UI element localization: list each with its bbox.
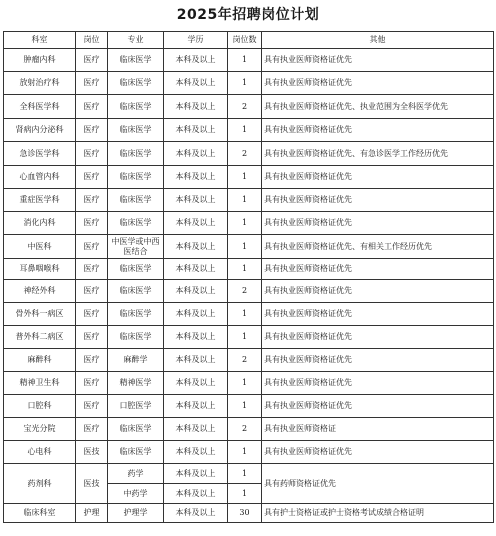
table-row — [4, 418, 494, 441]
table-row — [4, 326, 494, 349]
cell-post: 医疗 — [76, 142, 108, 166]
table-row — [4, 303, 494, 326]
cell-count: 1 — [228, 441, 262, 464]
cell-post: 医疗 — [76, 212, 108, 235]
cell-dept: 心电科 — [4, 441, 76, 464]
cell-major: 临床医学 — [108, 119, 164, 142]
cell-major: 临床医学 — [108, 212, 164, 235]
cell-post: 医疗 — [76, 395, 108, 418]
cell-edu: 本科及以上 — [164, 95, 228, 119]
cell-edu: 本科及以上 — [164, 49, 228, 72]
cell-count: 1 — [228, 166, 262, 189]
table-row — [4, 235, 494, 259]
cell-other: 具有药师资格证优先 — [262, 464, 494, 504]
cell-edu: 本科及以上 — [164, 259, 228, 280]
cell-major: 临床医学 — [108, 166, 164, 189]
table-row — [4, 441, 494, 464]
cell-major: 临床医学 — [108, 72, 164, 95]
header-dept: 科室 — [4, 32, 76, 49]
cell-dept: 全科医学科 — [4, 95, 76, 119]
table-row — [4, 464, 494, 484]
cell-other: 具有执业医师资格证优先 — [262, 349, 494, 372]
cell-dept: 药剂科 — [4, 464, 76, 504]
cell-edu: 本科及以上 — [164, 189, 228, 212]
cell-other: 具有执业医师资格证优先 — [262, 326, 494, 349]
cell-other: 具有执业医师资格证优先 — [262, 303, 494, 326]
cell-dept: 放射治疗科 — [4, 72, 76, 95]
cell-other: 具有执业医师资格证优先、有急诊医学工作经历优先 — [262, 142, 494, 166]
cell-dept: 临床科室 — [4, 504, 76, 523]
cell-post: 医疗 — [76, 280, 108, 303]
cell-post: 医疗 — [76, 166, 108, 189]
table-row — [4, 504, 494, 523]
cell-post: 医技 — [76, 441, 108, 464]
cell-edu: 本科及以上 — [164, 235, 228, 259]
cell-other: 具有执业医师资格证优先 — [262, 119, 494, 142]
header-other: 其他 — [262, 32, 494, 49]
cell-dept: 急诊医学科 — [4, 142, 76, 166]
cell-post: 医疗 — [76, 119, 108, 142]
cell-post: 医疗 — [76, 303, 108, 326]
cell-count: 2 — [228, 280, 262, 303]
table-row — [4, 395, 494, 418]
cell-edu: 本科及以上 — [164, 349, 228, 372]
cell-major: 护理学 — [108, 504, 164, 523]
recruitment-table — [3, 31, 494, 523]
cell-count: 2 — [228, 418, 262, 441]
header-post: 岗位 — [76, 32, 108, 49]
cell-post: 护理 — [76, 504, 108, 523]
cell-other: 具有执业医师资格证优先、执业范围为全科医学优先 — [262, 95, 494, 119]
cell-edu: 本科及以上 — [164, 326, 228, 349]
table-row — [4, 349, 494, 372]
cell-edu: 本科及以上 — [164, 464, 228, 484]
cell-major: 临床医学 — [108, 95, 164, 119]
cell-count: 1 — [228, 119, 262, 142]
cell-count: 1 — [228, 326, 262, 349]
cell-count: 1 — [228, 235, 262, 259]
cell-dept: 骨外科一病区 — [4, 303, 76, 326]
cell-count: 1 — [228, 372, 262, 395]
cell-count: 1 — [228, 189, 262, 212]
cell-dept: 耳鼻咽喉科 — [4, 259, 76, 280]
cell-post: 医疗 — [76, 418, 108, 441]
cell-post: 医疗 — [76, 372, 108, 395]
cell-post: 医疗 — [76, 189, 108, 212]
table-header-row — [4, 32, 494, 49]
cell-other: 具有执业医师资格证优先 — [262, 212, 494, 235]
table-row — [4, 142, 494, 166]
cell-edu: 本科及以上 — [164, 372, 228, 395]
cell-post: 医疗 — [76, 95, 108, 119]
cell-count: 1 — [228, 259, 262, 280]
table-row — [4, 166, 494, 189]
cell-other: 具有执业医师资格证优先 — [262, 189, 494, 212]
cell-edu: 本科及以上 — [164, 441, 228, 464]
cell-major: 临床医学 — [108, 326, 164, 349]
cell-edu: 本科及以上 — [164, 504, 228, 523]
cell-edu: 本科及以上 — [164, 212, 228, 235]
cell-major: 临床医学 — [108, 49, 164, 72]
cell-edu: 本科及以上 — [164, 418, 228, 441]
cell-other: 具有执业医师资格证优先 — [262, 72, 494, 95]
cell-dept: 宝光分院 — [4, 418, 76, 441]
cell-post: 医疗 — [76, 72, 108, 95]
cell-count: 1 — [228, 484, 262, 504]
table-row — [4, 95, 494, 119]
cell-count: 2 — [228, 349, 262, 372]
cell-major: 临床医学 — [108, 189, 164, 212]
cell-major: 精神医学 — [108, 372, 164, 395]
cell-post: 医疗 — [76, 235, 108, 259]
cell-major: 临床医学 — [108, 259, 164, 280]
cell-dept: 普外科二病区 — [4, 326, 76, 349]
cell-other: 具有执业医师资格证优先 — [262, 280, 494, 303]
cell-dept: 消化内科 — [4, 212, 76, 235]
cell-other: 具有执业医师资格证优先 — [262, 372, 494, 395]
cell-major: 麻醉学 — [108, 349, 164, 372]
cell-other: 具有执业医师资格证优先、有相关工作经历优先 — [262, 235, 494, 259]
header-major: 专业 — [108, 32, 164, 49]
cell-post: 医疗 — [76, 259, 108, 280]
cell-dept: 麻醉科 — [4, 349, 76, 372]
cell-other: 具有执业医师资格证优先 — [262, 166, 494, 189]
header-edu: 学历 — [164, 32, 228, 49]
cell-edu: 本科及以上 — [164, 72, 228, 95]
cell-post: 医疗 — [76, 49, 108, 72]
cell-major: 临床医学 — [108, 280, 164, 303]
cell-dept: 中医科 — [4, 235, 76, 259]
cell-dept: 精神卫生科 — [4, 372, 76, 395]
cell-edu: 本科及以上 — [164, 119, 228, 142]
table-row — [4, 372, 494, 395]
cell-dept: 口腔科 — [4, 395, 76, 418]
cell-count: 1 — [228, 395, 262, 418]
table-row — [4, 72, 494, 95]
cell-count: 2 — [228, 142, 262, 166]
cell-other: 具有执业医师资格证优先 — [262, 441, 494, 464]
cell-post: 医疗 — [76, 349, 108, 372]
cell-other: 具有执业医师资格证优先 — [262, 395, 494, 418]
cell-count: 1 — [228, 212, 262, 235]
cell-count: 1 — [228, 72, 262, 95]
table-row — [4, 280, 494, 303]
cell-major: 临床医学 — [108, 142, 164, 166]
table-row — [4, 259, 494, 280]
cell-major: 药学 — [108, 464, 164, 484]
cell-major: 中药学 — [108, 484, 164, 504]
table-row — [4, 189, 494, 212]
cell-edu: 本科及以上 — [164, 395, 228, 418]
cell-major: 临床医学 — [108, 303, 164, 326]
cell-count: 2 — [228, 95, 262, 119]
cell-other: 具有护士资格证或护士资格考试成绩合格证明 — [262, 504, 494, 523]
cell-dept: 心血管内科 — [4, 166, 76, 189]
cell-dept: 重症医学科 — [4, 189, 76, 212]
cell-count: 1 — [228, 49, 262, 72]
cell-count: 1 — [228, 303, 262, 326]
cell-post: 医技 — [76, 464, 108, 504]
cell-edu: 本科及以上 — [164, 280, 228, 303]
table-row — [4, 119, 494, 142]
cell-edu: 本科及以上 — [164, 142, 228, 166]
table-row — [4, 212, 494, 235]
cell-dept: 神经外科 — [4, 280, 76, 303]
cell-major: 中医学或中西医结合 — [108, 235, 164, 259]
cell-edu: 本科及以上 — [164, 484, 228, 504]
cell-post: 医疗 — [76, 326, 108, 349]
header-count: 岗位数 — [228, 32, 262, 49]
cell-major: 口腔医学 — [108, 395, 164, 418]
cell-dept: 肿瘤内科 — [4, 49, 76, 72]
cell-dept: 肾病内分泌科 — [4, 119, 76, 142]
cell-other: 具有执业医师资格证 — [262, 418, 494, 441]
cell-count: 30 — [228, 504, 262, 523]
page-title: 2025年招聘岗位计划 — [176, 7, 320, 23]
cell-major: 临床医学 — [108, 418, 164, 441]
cell-edu: 本科及以上 — [164, 303, 228, 326]
cell-other: 具有执业医师资格证优先 — [262, 49, 494, 72]
table-row — [4, 49, 494, 72]
cell-count: 1 — [228, 464, 262, 484]
cell-edu: 本科及以上 — [164, 166, 228, 189]
cell-other: 具有执业医师资格证优先 — [262, 259, 494, 280]
cell-major: 临床医学 — [108, 441, 164, 464]
